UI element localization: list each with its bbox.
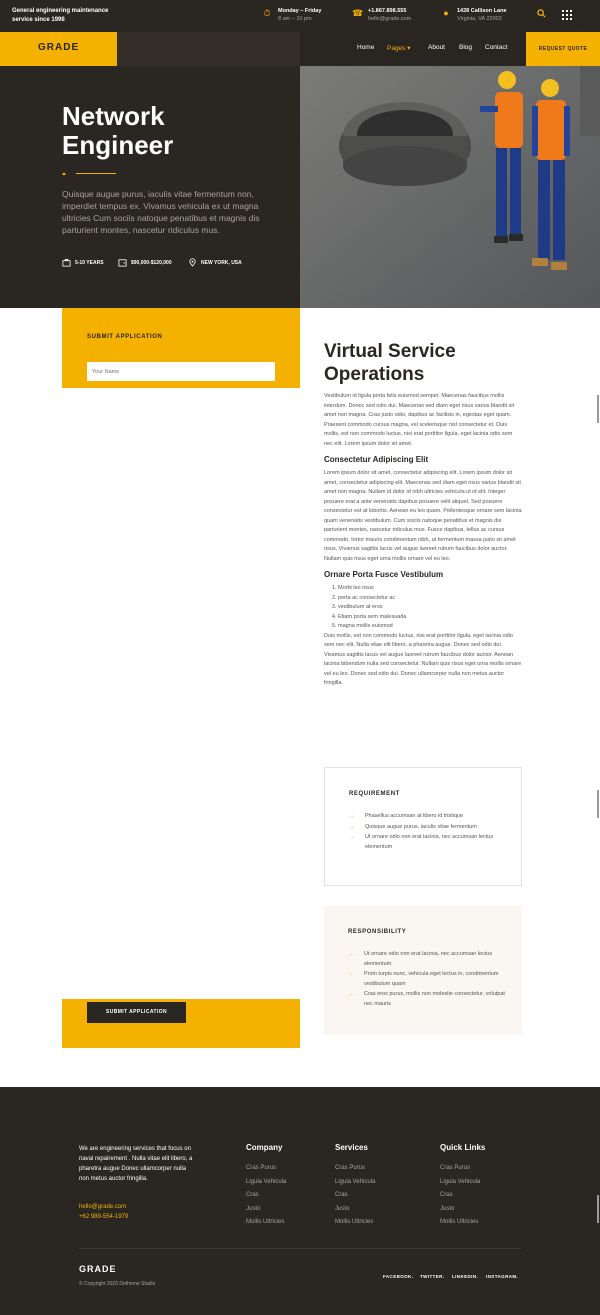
footer-link[interactable]: Mollis Ultricies — [440, 1219, 479, 1225]
list-item: 5. magna mollis euismod — [338, 622, 522, 632]
footer-column-services — [335, 1143, 415, 1230]
article-subheading: Consectetur Adipiscing Elit — [324, 455, 429, 464]
list-item: → Ut ornare odio non erat lacinia, nec accumsan lectus elementum — [349, 834, 494, 850]
footer-description: We are engineering services that focus on naval repairement . Nulla vitae elit libero, a pharetra augue Donec ullamcorper nulla non metus auctor fringilla. — [79, 1146, 193, 1182]
article-title: Virtual Service Operations — [324, 341, 456, 385]
footer-column-company — [246, 1143, 326, 1230]
briefcase-icon — [62, 258, 72, 268]
company-tagline: General engineering maintenance service since 1998 — [12, 8, 109, 23]
phone-icon: ☎ — [352, 8, 364, 18]
list-item: 4. Etiam porta sem malesuada — [338, 613, 522, 623]
clock-icon: ⏱ — [263, 8, 271, 18]
article-paragraph: Lorem ipsum dolor sit amet, consectetur adipiscing elit. Lorem ipsum dolor sit amet, consectetur adipiscing elit. Maecenas sed diam eget risus varius blandit sit amet non magna. Nullam id dolor id nibh ultricies vehicula ut id elit. Integer posuere erat a ante venenatis dapibus posuere velit aliquet. Sed posuere consectetur est at lobortis. Aenean eu leo quam. Pellentesque ornare sem lacinia quam venenatis vestibulum. Cum sociis natoque penatibus et magnis dis parturient montes, nascetur ridiculus mus. Fusce dapibus, tellus ac cursus commodo, tortor mauris condimentum nibh, ut fermentum massa justo sit amet risus. Vivamus sagittis lacus vel augue laoreet rutrum faucibus dolor auctor. Nullam quis risus eget urna mollis ornare vel eu leo. — [324, 470, 522, 562]
arrow-right-icon: → — [348, 971, 354, 977]
article-paragraph: Duis mollis, est non commodo luctus, nisi erat porttitor ligula, eget lacinia odio sem nec elit. Nulla vitae elit libero, a pharetra augue. Donec sed odio dui. Vivamus sagittis lacus vel augue laoreet rutrum faucibus dolor auctor. Aenean lacinia bibendum nulla sed consectetur. Nullam quis risus eget urna mollis ornare vel eu leo. Donec sed odio dui. Donec ullamcorper nulla non metus auctor fringilla. — [324, 632, 522, 686]
footer-link[interactable]: Justo — [246, 1205, 261, 1212]
contact-info — [352, 7, 411, 23]
footer-email-link[interactable]: hello@grade.com — [79, 1204, 127, 1210]
name-input[interactable] — [87, 362, 275, 381]
grid-menu-icon[interactable] — [562, 10, 572, 20]
footer-divider — [79, 1248, 521, 1249]
scrollbar-thumb[interactable] — [597, 1195, 599, 1223]
footer-link[interactable]: Mollis Ultricies — [246, 1219, 285, 1225]
address-street: 1428 Callison Lane — [457, 8, 507, 14]
scrollbar-thumb[interactable] — [597, 395, 599, 423]
footer-link[interactable]: Ligula Vehicula — [440, 1178, 481, 1185]
footer-column-title: Services — [335, 1143, 368, 1152]
chevron-down-icon: ▾ — [407, 45, 411, 52]
footer-column-title: Quick Links — [440, 1143, 486, 1152]
site-footer — [0, 1087, 600, 1315]
nav-item-home[interactable]: Home — [357, 44, 375, 51]
list-item: → Quisque augue purus, iaculis vitae fermentum — [349, 823, 509, 833]
nav-item-pages[interactable]: Pages ▾ — [387, 45, 411, 52]
top-bar — [0, 0, 600, 32]
footer-phone-link[interactable]: +62 989-554-1979 — [79, 1214, 129, 1220]
footer-link[interactable]: Cras Purus — [246, 1165, 277, 1171]
submit-application-button[interactable]: SUBMIT APPLICATION — [87, 1002, 186, 1023]
wallet-icon — [118, 258, 128, 268]
request-quote-button[interactable]: REQUEST QUOTE — [526, 32, 600, 66]
footer-column-title: Company — [246, 1143, 283, 1152]
arrow-right-icon: → — [349, 834, 355, 840]
scrollbar-thumb[interactable] — [597, 790, 599, 818]
article-subheading: Ornare Porta Fusce Vestibulum — [324, 570, 444, 579]
address-info — [441, 7, 507, 23]
application-form — [62, 308, 300, 388]
nav-item-blog[interactable]: Blog — [459, 44, 473, 51]
social-link-instagram[interactable]: INSTAGRAM. — [486, 1274, 519, 1279]
arrow-right-icon: → — [349, 823, 355, 830]
hero-description: Quisque augue purus, iaculis vitae fermentum non, imperdiet tempus ex. Vivamus vehicula ex ut magna ultricies Cum sociis natoque penatibus et magnis dis parturient montes, nascetur ridiculus mus. — [62, 189, 260, 235]
footer-logo[interactable]: GRADE — [79, 1264, 117, 1274]
arrow-right-icon: → — [348, 951, 354, 957]
form-heading: SUBMIT APPLICATION — [87, 334, 163, 340]
search-icon[interactable] — [535, 9, 547, 21]
footer-link[interactable]: Cras — [440, 1192, 453, 1198]
job-article — [324, 340, 522, 689]
footer-link[interactable]: Justo — [440, 1205, 455, 1212]
social-link-twitter[interactable]: TWITTER. — [420, 1274, 445, 1279]
footer-link[interactable]: Cras Purus — [440, 1165, 471, 1171]
social-link-linkedin[interactable]: LINKEDIN. — [452, 1274, 479, 1279]
footer-link[interactable]: Ligula Vehicula — [246, 1178, 287, 1185]
footer-link[interactable]: Cras — [335, 1192, 348, 1198]
social-link-facebook[interactable]: FACEBOOK. — [383, 1274, 414, 1279]
list-item: 1. Morbi leo risus — [338, 584, 522, 594]
nav-item-about[interactable]: About — [428, 44, 445, 51]
location-pin-icon — [188, 258, 198, 268]
hours-times: 8 am – 10 pm — [278, 16, 312, 22]
article-list — [338, 584, 522, 632]
copyright-text: © Copyright 2020 Detheme Studio — [79, 1281, 156, 1287]
list-item: → Phasellus accumsan at libero id tristique — [349, 812, 509, 822]
application-form-footer — [62, 999, 300, 1048]
responsibility-list — [348, 950, 508, 1010]
hours-info — [262, 7, 321, 23]
page-title: Network Engineer — [62, 101, 174, 160]
footer-column-quick-links — [440, 1143, 520, 1230]
responsibility-title: RESPONSIBILITY — [348, 929, 407, 935]
main-navbar — [0, 32, 600, 66]
address-city: Virginia, VA 22902 — [457, 16, 502, 22]
location-pin-icon: ● — [443, 8, 449, 18]
list-item: 3. vestibulum at eros — [338, 603, 522, 613]
title-divider — [62, 172, 116, 178]
email-address[interactable]: hello@grade.com — [368, 16, 412, 22]
list-item: → Proin turpis nunc, vehicula eget lectus in, condimentum vestibulum quam — [348, 971, 499, 987]
requirement-title: REQUIREMENT — [349, 791, 400, 797]
footer-link[interactable]: Cras Purus — [335, 1165, 366, 1171]
logo-text: GRADE — [38, 42, 80, 53]
footer-link[interactable]: Cras — [246, 1192, 259, 1198]
list-item: → Ut ornare odio non erat lacinia, nec accumsan lectus elementum — [348, 951, 493, 967]
arrow-right-icon: → — [349, 813, 355, 819]
footer-link[interactable]: Ligula Vehicula — [335, 1178, 376, 1185]
hero-section: GRADE Home Pages ▾ About Blog Contact REQUEST QUOTE Network Engineer Quisque augue purus, iaculis vitae fermentum non, imperdiet tempus ex. Vivamus vehicula ex ut magna ultricies Cum sociis natoque penatibus et magnis dis parturient montes, nascetur ridiculus mus. 5-10 YEARS $90,000-$120,000 NEW YORK, USA — [0, 32, 600, 308]
logo[interactable] — [0, 32, 117, 66]
list-item: 2. porta ac consectetur ac — [338, 594, 522, 604]
footer-link[interactable]: Mollis Ultricies — [335, 1219, 374, 1225]
nav-item-contact[interactable]: Contact — [485, 44, 508, 51]
footer-link[interactable]: Justo — [335, 1205, 350, 1212]
requirement-list — [349, 812, 509, 853]
hours-days: Monday – Friday — [278, 8, 322, 14]
list-item: → Cras eros purus, mollis non molestie consectetur, volutpat nec mauris — [348, 991, 505, 1007]
arrow-right-icon: → — [348, 991, 354, 997]
responsibility-card — [324, 906, 522, 1035]
requirement-card — [324, 767, 522, 886]
phone-number[interactable]: +1.867.898.555 — [368, 8, 407, 14]
hero-photo — [300, 66, 600, 308]
article-paragraph: Vestibulum id ligula porta felis euismod semper. Maecenas faucibus mollis interdum. Donec sed odio dui. Maecenas sed diam eget risus varius blandit sit amet non magna. Cras justo odio, dapibus ac facilisis in, egestas eget quam. Praesent commodo cursus magna, vel scelerisque nisl consectetur et. Duis mollis, est non commodo luctus, nisi erat porttitor ligula, eget lacinia odio sem nec elit. Lorem ipsum dolor sit amet. — [324, 393, 515, 447]
